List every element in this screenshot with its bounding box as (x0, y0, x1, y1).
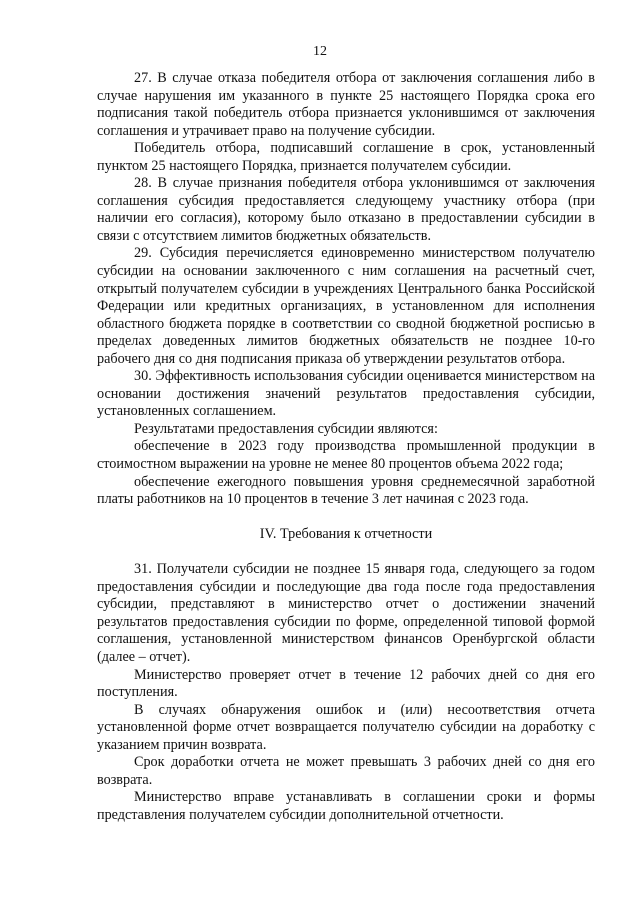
paragraph-28: 28. В случае признания победителя отбора уклонившимся от заключения соглашения субсидия предоставляется следующему участнику отбора (при наличии его согласия), которому было отказано в предоставлении субсидии в связи с отсутствием лимитов бюджетных обязательств. (97, 175, 595, 244)
paragraph-report-errors: В случаях обнаружения ошибок и (или) несоответствия отчета установленной форме отчет возвращается получателю субсидии на доработку с указанием причин возврата. (97, 701, 595, 753)
paragraph-report-check: Министерство проверяет отчет в течение 12 рабочих дней со дня его поступления. (97, 666, 595, 701)
paragraph-31: 31. Получатели субсидии не позднее 15 января года, следующего за годом предоставления субсидии и последующие два года после года предоставления субсидии, представляют в министерство отчет о достижении значений результатов предоставления субсидии по форме, определенной типовой формой соглашения, установленной министерством финансов Оренбургской области (далее – отчет). (97, 561, 595, 665)
page-number: 12 (313, 44, 327, 59)
paragraph-report-revision: Срок доработки отчета не может превышать 3 рабочих дней со дня его возврата. (97, 754, 595, 788)
paragraph-29: 29. Субсидия перечисляется единовременно министерством получателю субсидии на основании заключенного с ним соглашения на расчетный счет, открытый получателем субсидии в учреждениях Центрального банка Российской Федерации или кредитных организациях, в установленном для исполнения областного бюджета порядке в соответствии со сводной бюджетной росписью в пределах доведенных лимитов бюджетных обязательств не позднее 10-го рабочего дня со дня подписания приказа об утверждении результатов отбора. (97, 245, 595, 367)
spacer (97, 509, 595, 526)
section-heading: IV. Требования к отчетности (259, 525, 433, 542)
document-body (97, 70, 595, 824)
paragraph-result-production: обеспечение в 2023 году производства промышленной продукции в стоимостном выражении на уровне не менее 80 процентов объема 2022 года; (97, 438, 595, 473)
spacer (97, 543, 595, 561)
paragraph-winner-signed: Победитель отбора, подписавший соглашение в срок, установленный пунктом 25 настоящего Порядка, признается получателем субсидии. (97, 140, 595, 174)
paragraph-additional-reporting: Министерство вправе устанавливать в соглашении сроки и формы представления получателем субсидии дополнительной отчетности. (97, 789, 595, 823)
paragraph-results-intro: Результатами предоставления субсидии являются: (134, 420, 438, 437)
paragraph-30: 30. Эффективность использования субсидии оценивается министерством на основании достижения значений результатов предоставления субсидии, установленных соглашением. (97, 368, 595, 420)
paragraph-result-salary: обеспечение ежегодного повышения уровня среднемесячной заработной платы работников на 10 процентов в течение 3 лет начиная с 2023 года. (97, 473, 595, 508)
paragraph-27: 27. В случае отказа победителя отбора от заключения соглашения либо в случае нарушения им указанного в пункте 25 настоящего Порядка срока его подписания такой победитель отбора признается уклонившимся от заключения соглашения и утрачивает право на получение субсидии. (97, 70, 595, 139)
